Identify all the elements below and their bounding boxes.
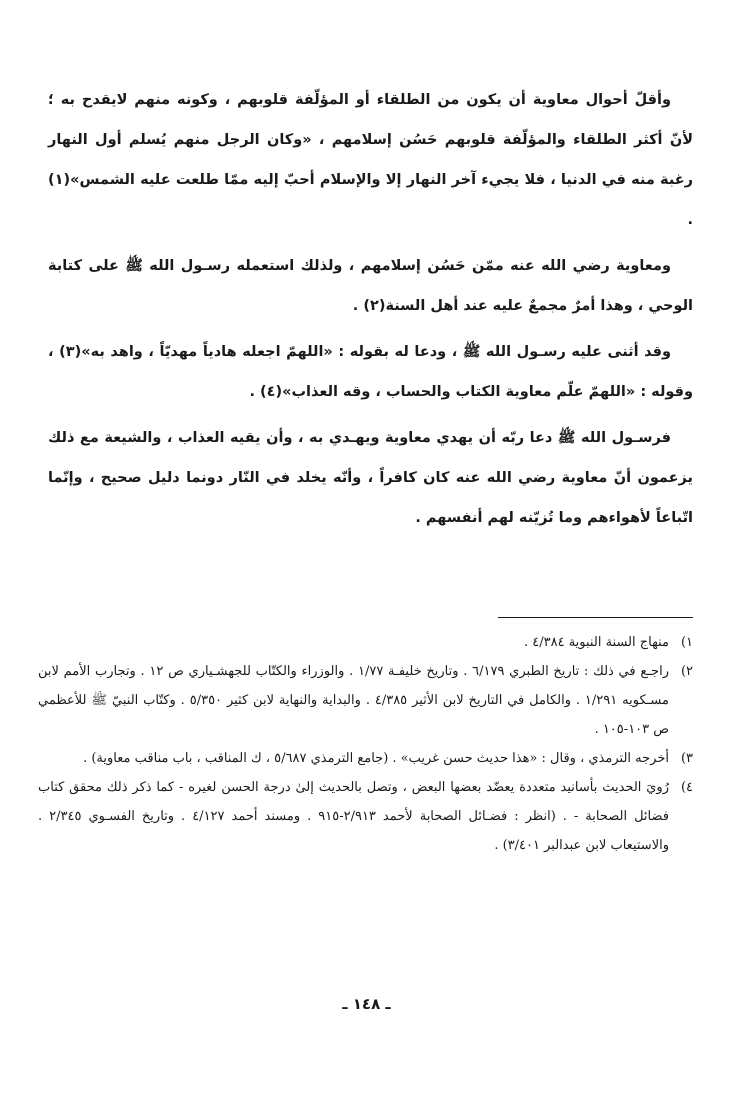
footnote-text: أخرجه الترمذي ، وقال : «هذا حديث حسن غريب» . (جامع الترمذي ٥/٦٨٧ ، ك المناقب ، باب مناقب معاوية) .	[83, 751, 669, 766]
paragraph: ومعاوية رضي الله عنه ممّن حَسُن إسلامهم ، ولذلك استعمله رسـول الله ﷺ على كتابة الوحي ، وهذا أمرٌ مجمعٌ عليه عند أهل السنة(٢) .	[48, 258, 693, 314]
paragraph: وقد أثنى عليه رسـول الله ﷺ ، ودعا له بقوله : «اللهمّ اجعله هادياً مهديّاً ، واهد به»(٣) ، وقوله : «اللهمّ علّم معاوية الكتاب والحساب ، وقه العذاب»(٤) .	[48, 344, 693, 400]
footnote-number: ٢)	[680, 664, 693, 679]
paragraph: فرسـول الله ﷺ دعا ربّه أن يهدي معاوية ويهـدي به ، وأن يقيه العذاب ، والشيعة مع ذلك يزعمون أنّ معاوية رضي الله عنه كان كافراً ، وأنّه يخلد في النّار دونما دليل صحيح ، وإنّما اتّباعاً لأهواءهم وما تُزيّنه لهم أنفسهم .	[48, 430, 693, 526]
paragraph: وأقلّ أحوال معاوية أن يكون من الطلقاء أو المؤلّفة قلوبهم ، وكونه منهم لايقدح به ؛ لأنّ أكثر الطلقاء والمؤلّفة قلوبهم حَسُن إسلامهم ، «وكان الرجل منهم يُسلم أول النهار رغبة منه في الدنيا ، فلا يجيء آخر النهار إلا والإسلام أحبّ إليه ممّا طلعت عليه الشمس»(١) .	[48, 92, 693, 228]
footnote-number: ٤)	[680, 780, 693, 795]
footnote	[38, 628, 693, 657]
footnote-number: ٣)	[680, 751, 693, 766]
footnote-text: رُويَ الحديث بأسانيد متعددة يعضّد بعضها البعض ، وتصل بالحديث إلىٰ درجة الحسن لغيره - كما ذكر ذلك محقق كتاب فضائل الصحابة - . (انظر : فضـائل الصحابة لأحمد ٢/٩١٣-٩١٥ . ومسند أحمد ٤/١٢٧ . وتاريخ الفسـوي ٢/٣٤٥ . والاستيعاب لابن عبدالبر ٣/٤٠١) .	[38, 780, 670, 853]
footnote	[38, 773, 693, 860]
footnote-text: راجـع في ذلك : تاريخ الطبري ٦/١٧٩ . وتاريخ خليفـة ١/٧٧ . والوزراء والكتّاب للجهشـياري ص ١٢ . وتجارب الأمم لابن مسـكويه ١/٢٩١ . والكامل في التاريخ لابن الأثير ٤/٣٨٥ . والبداية والنهاية لابن كثير ٥/٣٥٠ . وكتّاب النبيّ ﷺ للأعظمي ص ١٠٣-١٠٥ .	[38, 664, 669, 737]
footnote	[38, 657, 693, 744]
footnote-separator-line	[498, 617, 693, 618]
footnotes-section	[38, 628, 693, 860]
footnote-number: ١)	[680, 635, 693, 650]
main-text-body	[48, 80, 693, 544]
footnote-text: منهاج السنة النبوية ٤/٣٨٤ .	[524, 635, 669, 650]
footnote	[38, 744, 693, 773]
page-number: ـ ١٤٨ ـ	[342, 995, 391, 1013]
